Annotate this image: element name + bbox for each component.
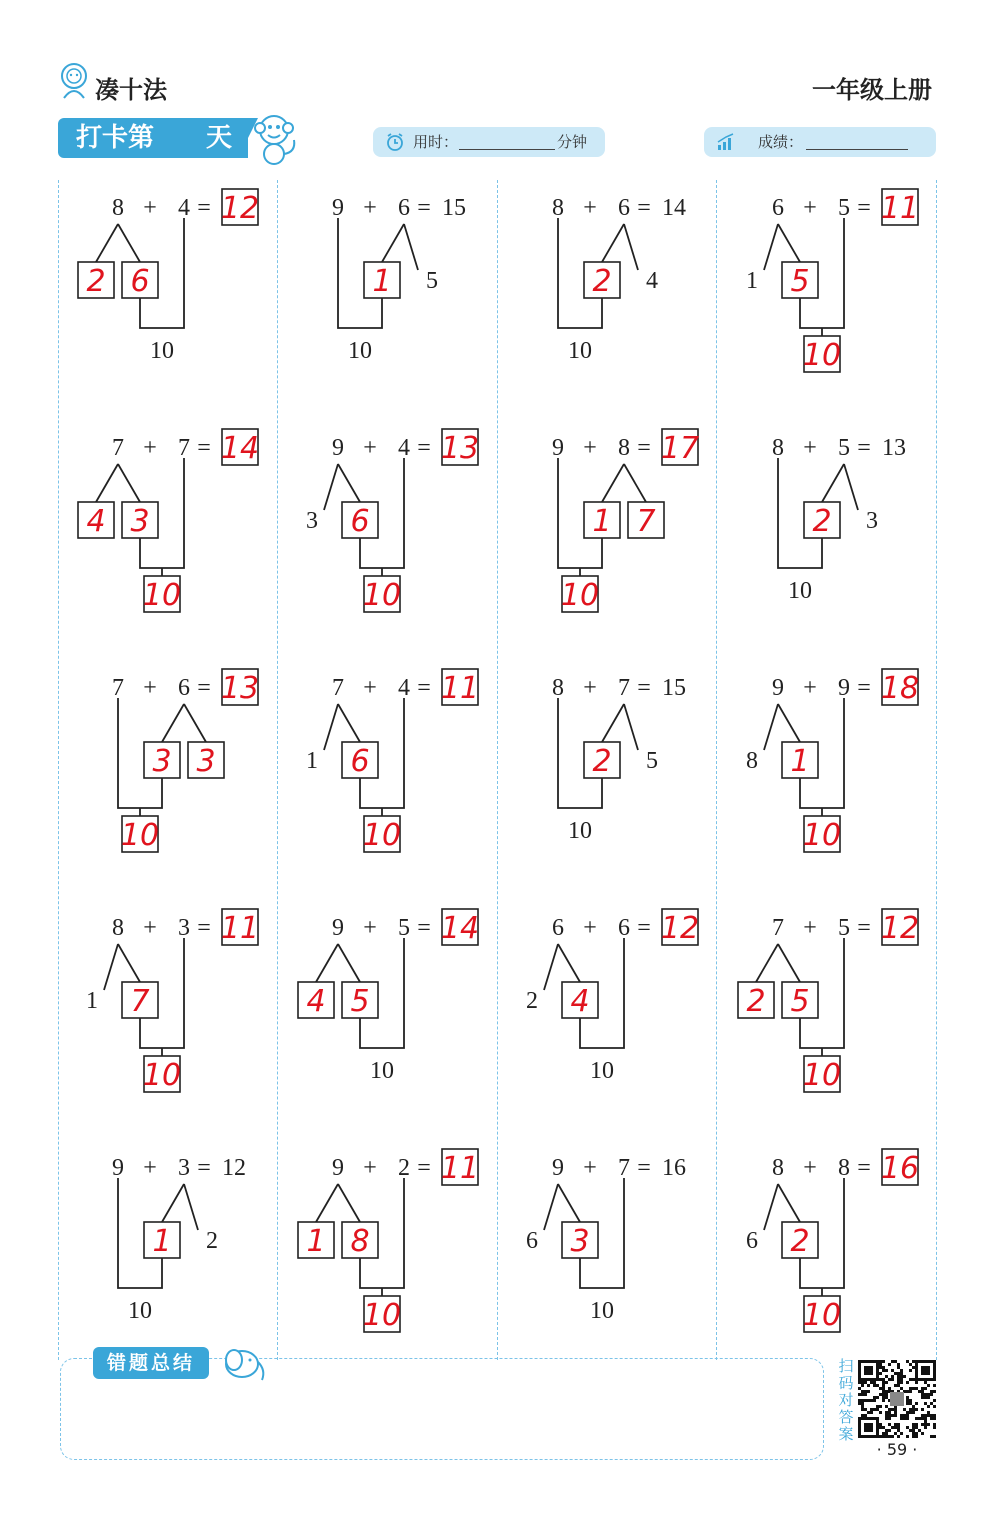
- addend-a: 7: [332, 675, 344, 701]
- addend-b: 9: [838, 675, 850, 701]
- addend-a: 6: [772, 195, 784, 221]
- equals-sign: =: [197, 435, 211, 461]
- ten-value: 10: [128, 1298, 152, 1324]
- problem-item: [68, 1148, 268, 1368]
- problem-item: [508, 1148, 708, 1368]
- punch-card-prefix: 打卡第: [76, 123, 155, 153]
- ten-value: 10: [370, 1058, 394, 1084]
- ten-value: 10: [802, 338, 842, 373]
- column-divider: [277, 180, 278, 1360]
- equals-sign: =: [857, 915, 871, 941]
- addend-a: 7: [772, 915, 784, 941]
- plus-sign: +: [803, 1155, 817, 1181]
- answer-value: 11: [220, 911, 260, 946]
- addend-a: 8: [552, 675, 564, 701]
- split-branch-right: [844, 464, 858, 510]
- part-value-right: 1: [790, 744, 810, 779]
- ten-value: 10: [802, 1058, 842, 1093]
- problem-item: [728, 1148, 928, 1368]
- part-value-left: 3: [152, 744, 172, 779]
- part-value-left: 4: [306, 984, 326, 1019]
- lion-icon: [58, 62, 90, 100]
- split-branch-right: [184, 704, 206, 742]
- addend-b: 4: [178, 195, 190, 221]
- punch-card-banner: [58, 118, 248, 158]
- punch-card-suffix: 天: [206, 123, 233, 153]
- split-branch-left: [822, 464, 844, 502]
- ten-value: 10: [362, 578, 402, 613]
- addend-b: 6: [398, 195, 410, 221]
- split-branch-right: [184, 1184, 198, 1230]
- plus-sign: +: [803, 195, 817, 221]
- ten-value: 10: [560, 578, 600, 613]
- ten-value: 10: [348, 338, 372, 364]
- column-divider: [58, 180, 59, 1360]
- answer-value: 17: [660, 431, 700, 466]
- addend-a: 9: [552, 435, 564, 461]
- part-value-right: 8: [350, 1224, 370, 1259]
- plus-sign: +: [583, 915, 597, 941]
- split-branch-left: [96, 464, 118, 502]
- part-value-right: 2: [790, 1224, 810, 1259]
- addend-b: 6: [618, 915, 630, 941]
- split-branch-left: [162, 704, 184, 742]
- grade-label: 一年级上册: [812, 76, 932, 104]
- addend-a: 7: [112, 435, 124, 461]
- part-value-left: 2: [592, 744, 612, 779]
- split-branch-left: [764, 1184, 778, 1230]
- elephant-icon: [212, 1340, 268, 1384]
- answer-value: 15: [442, 195, 466, 221]
- problem-item: [288, 668, 488, 888]
- plus-sign: +: [143, 1155, 157, 1181]
- ten-value: 10: [362, 818, 402, 853]
- ten-value: 10: [142, 1058, 182, 1093]
- addend-b: 7: [618, 1155, 630, 1181]
- part-value-right: 7: [636, 504, 656, 539]
- plus-sign: +: [363, 915, 377, 941]
- plus-sign: +: [363, 675, 377, 701]
- answer-value: 14: [440, 911, 480, 946]
- split-branch-right: [404, 224, 418, 270]
- addend-a: 9: [332, 435, 344, 461]
- score-blank[interactable]: [806, 149, 908, 150]
- part-value-left: 1: [592, 504, 612, 539]
- addend-b: 5: [838, 195, 850, 221]
- equals-sign: =: [197, 915, 211, 941]
- split-branch-left: [316, 944, 338, 982]
- page-number: · 59 ·: [876, 1440, 918, 1459]
- part-value-right: 3: [130, 504, 150, 539]
- equals-sign: =: [637, 195, 651, 221]
- equals-sign: =: [197, 675, 211, 701]
- answer-value: 16: [880, 1151, 920, 1186]
- split-branch-right: [118, 224, 140, 262]
- problem-item: [728, 428, 928, 648]
- problem-item: [508, 908, 708, 1128]
- plus-sign: +: [363, 435, 377, 461]
- part-value-right: 3: [866, 508, 878, 534]
- part-value-left: 6: [526, 1228, 538, 1254]
- column-divider: [716, 180, 717, 1360]
- part-value-right: 6: [350, 504, 370, 539]
- scan-answer-text: 扫码对答案: [838, 1357, 854, 1443]
- part-value-right: 6: [350, 744, 370, 779]
- problem-item: [288, 1148, 488, 1368]
- mistake-summary-label: 错题总结: [93, 1347, 209, 1379]
- equals-sign: =: [197, 1155, 211, 1181]
- addend-a: 8: [112, 195, 124, 221]
- split-branch-right: [624, 224, 638, 270]
- part-value-right: 2: [206, 1228, 218, 1254]
- addend-a: 9: [552, 1155, 564, 1181]
- ten-value: 10: [568, 818, 592, 844]
- part-value-right: 5: [350, 984, 370, 1019]
- split-branch-left: [544, 944, 558, 990]
- split-branch-right: [778, 224, 800, 262]
- plus-sign: +: [583, 435, 597, 461]
- ten-value: 10: [802, 1298, 842, 1333]
- split-branch-left: [544, 1184, 558, 1230]
- plus-sign: +: [583, 675, 597, 701]
- problem-item: [68, 428, 268, 648]
- part-value-right: 4: [646, 268, 658, 294]
- part-value-right: 5: [790, 984, 810, 1019]
- part-value-left: 1: [306, 1224, 326, 1259]
- problem-item: [728, 668, 928, 888]
- split-branch-right: [118, 944, 140, 982]
- answer-value: 12: [660, 911, 700, 946]
- ten-value: 10: [120, 818, 160, 853]
- addend-b: 3: [178, 1155, 190, 1181]
- ten-value: 10: [802, 818, 842, 853]
- addend-a: 9: [332, 195, 344, 221]
- answer-value: 18: [880, 671, 920, 706]
- split-branch-right: [338, 704, 360, 742]
- equals-sign: =: [417, 435, 431, 461]
- answer-value: 13: [882, 435, 906, 461]
- part-value-right: 3: [570, 1224, 590, 1259]
- equals-sign: =: [857, 1155, 871, 1181]
- part-value-right: 6: [130, 264, 150, 299]
- time-label: 用时：: [413, 133, 459, 151]
- part-value-left: 1: [306, 748, 318, 774]
- addend-b: 6: [618, 195, 630, 221]
- split-branch-left: [764, 704, 778, 750]
- plus-sign: +: [363, 1155, 377, 1181]
- split-branch-right: [338, 464, 360, 502]
- bar-chart-icon: [716, 132, 736, 152]
- part-value-right: 5: [790, 264, 810, 299]
- answer-value: 13: [440, 431, 480, 466]
- qr-code-icon[interactable]: [858, 1360, 936, 1438]
- part-value-left: 2: [526, 988, 538, 1014]
- equals-sign: =: [857, 435, 871, 461]
- split-branch-left: [162, 1184, 184, 1222]
- answer-value: 13: [220, 671, 260, 706]
- problem-item: [728, 908, 928, 1128]
- addend-b: 5: [398, 915, 410, 941]
- time-blank[interactable]: [459, 149, 555, 150]
- ten-value: 10: [150, 338, 174, 364]
- plus-sign: +: [583, 195, 597, 221]
- part-value-left: 8: [746, 748, 758, 774]
- answer-value: 11: [880, 191, 920, 226]
- problem-item: [508, 428, 708, 648]
- part-value-left: 3: [306, 508, 318, 534]
- ten-value: 10: [590, 1058, 614, 1084]
- part-value-left: 1: [152, 1224, 172, 1259]
- addend-b: 4: [398, 435, 410, 461]
- column-divider: [497, 180, 498, 1360]
- part-value-left: 1: [86, 988, 98, 1014]
- plus-sign: +: [583, 1155, 597, 1181]
- plus-sign: +: [803, 435, 817, 461]
- part-value-left: 1: [372, 264, 392, 299]
- part-value-left: 1: [746, 268, 758, 294]
- answer-value: 15: [662, 675, 686, 701]
- addend-b: 7: [178, 435, 190, 461]
- page-title: 凑十法: [95, 76, 167, 104]
- answer-value: 11: [440, 671, 480, 706]
- problem-item: [508, 188, 708, 408]
- answer-value: 12: [222, 1155, 246, 1181]
- addend-a: 7: [112, 675, 124, 701]
- equals-sign: =: [417, 675, 431, 701]
- addend-b: 5: [838, 435, 850, 461]
- split-branch-left: [602, 704, 624, 742]
- addend-b: 2: [398, 1155, 410, 1181]
- monkey-icon: [250, 110, 302, 168]
- problem-item: [288, 908, 488, 1128]
- plus-sign: +: [143, 195, 157, 221]
- addend-a: 6: [552, 915, 564, 941]
- split-branch-right: [778, 1184, 800, 1222]
- plus-sign: +: [803, 915, 817, 941]
- plus-sign: +: [143, 915, 157, 941]
- split-branch-right: [778, 944, 800, 982]
- problem-item: [508, 668, 708, 888]
- split-branch-right: [558, 1184, 580, 1222]
- ten-value: 10: [362, 1298, 402, 1333]
- addend-b: 4: [398, 675, 410, 701]
- split-branch-left: [602, 464, 624, 502]
- part-value-left: 6: [746, 1228, 758, 1254]
- part-value-left: 2: [812, 504, 832, 539]
- part-value-right: 5: [426, 268, 438, 294]
- addend-a: 9: [112, 1155, 124, 1181]
- ten-value: 10: [568, 338, 592, 364]
- time-field[interactable]: [373, 127, 605, 157]
- answer-value: 14: [662, 195, 686, 221]
- plus-sign: +: [143, 435, 157, 461]
- answer-value: 14: [220, 431, 260, 466]
- part-value-right: 3: [196, 744, 216, 779]
- part-value-left: 2: [86, 264, 106, 299]
- ten-value: 10: [590, 1298, 614, 1324]
- split-branch-right: [338, 1184, 360, 1222]
- equals-sign: =: [417, 1155, 431, 1181]
- answer-value: 12: [220, 191, 260, 226]
- addend-b: 6: [178, 675, 190, 701]
- addend-b: 7: [618, 675, 630, 701]
- split-branch-left: [756, 944, 778, 982]
- addend-a: 8: [772, 435, 784, 461]
- part-value-right: 5: [646, 748, 658, 774]
- problem-item: [288, 428, 488, 648]
- ten-value: 10: [788, 578, 812, 604]
- problem-item: [68, 908, 268, 1128]
- split-branch-left: [316, 1184, 338, 1222]
- equals-sign: =: [197, 195, 211, 221]
- addend-b: 8: [838, 1155, 850, 1181]
- addend-a: 9: [332, 1155, 344, 1181]
- split-branch-left: [324, 704, 338, 750]
- equals-sign: =: [417, 915, 431, 941]
- part-value-left: 2: [592, 264, 612, 299]
- answer-value: 11: [440, 1151, 480, 1186]
- plus-sign: +: [143, 675, 157, 701]
- split-branch-left: [324, 464, 338, 510]
- equals-sign: =: [637, 435, 651, 461]
- problem-item: [68, 668, 268, 888]
- split-branch-left: [764, 224, 778, 270]
- alarm-clock-icon: [385, 132, 405, 152]
- split-branch-right: [558, 944, 580, 982]
- part-value-left: 2: [746, 984, 766, 1019]
- time-unit: 分钟: [557, 133, 588, 151]
- split-branch-right: [778, 704, 800, 742]
- split-branch-right: [338, 944, 360, 982]
- ten-value: 10: [142, 578, 182, 613]
- split-branch-left: [104, 944, 118, 990]
- equals-sign: =: [857, 675, 871, 701]
- addend-a: 9: [772, 675, 784, 701]
- score-label: 成绩：: [758, 133, 804, 151]
- equals-sign: =: [637, 1155, 651, 1181]
- problem-item: [68, 188, 268, 408]
- part-value-left: 4: [86, 504, 106, 539]
- answer-value: 16: [662, 1155, 686, 1181]
- problem-item: [728, 188, 928, 408]
- equals-sign: =: [857, 195, 871, 221]
- part-value-right: 7: [130, 984, 150, 1019]
- split-branch-right: [624, 464, 646, 502]
- addend-b: 8: [618, 435, 630, 461]
- addend-a: 8: [772, 1155, 784, 1181]
- answer-value: 12: [880, 911, 920, 946]
- addend-b: 5: [838, 915, 850, 941]
- column-divider: [936, 180, 937, 1360]
- part-value-right: 4: [570, 984, 590, 1019]
- addend-a: 9: [332, 915, 344, 941]
- addend-b: 3: [178, 915, 190, 941]
- addend-a: 8: [112, 915, 124, 941]
- split-branch-left: [602, 224, 624, 262]
- split-branch-left: [382, 224, 404, 262]
- problem-item: [288, 188, 488, 408]
- split-branch-right: [118, 464, 140, 502]
- equals-sign: =: [637, 915, 651, 941]
- plus-sign: +: [363, 195, 377, 221]
- equals-sign: =: [417, 195, 431, 221]
- split-branch-left: [96, 224, 118, 262]
- plus-sign: +: [803, 675, 817, 701]
- split-branch-right: [624, 704, 638, 750]
- equals-sign: =: [637, 675, 651, 701]
- addend-a: 8: [552, 195, 564, 221]
- score-field[interactable]: [704, 127, 936, 157]
